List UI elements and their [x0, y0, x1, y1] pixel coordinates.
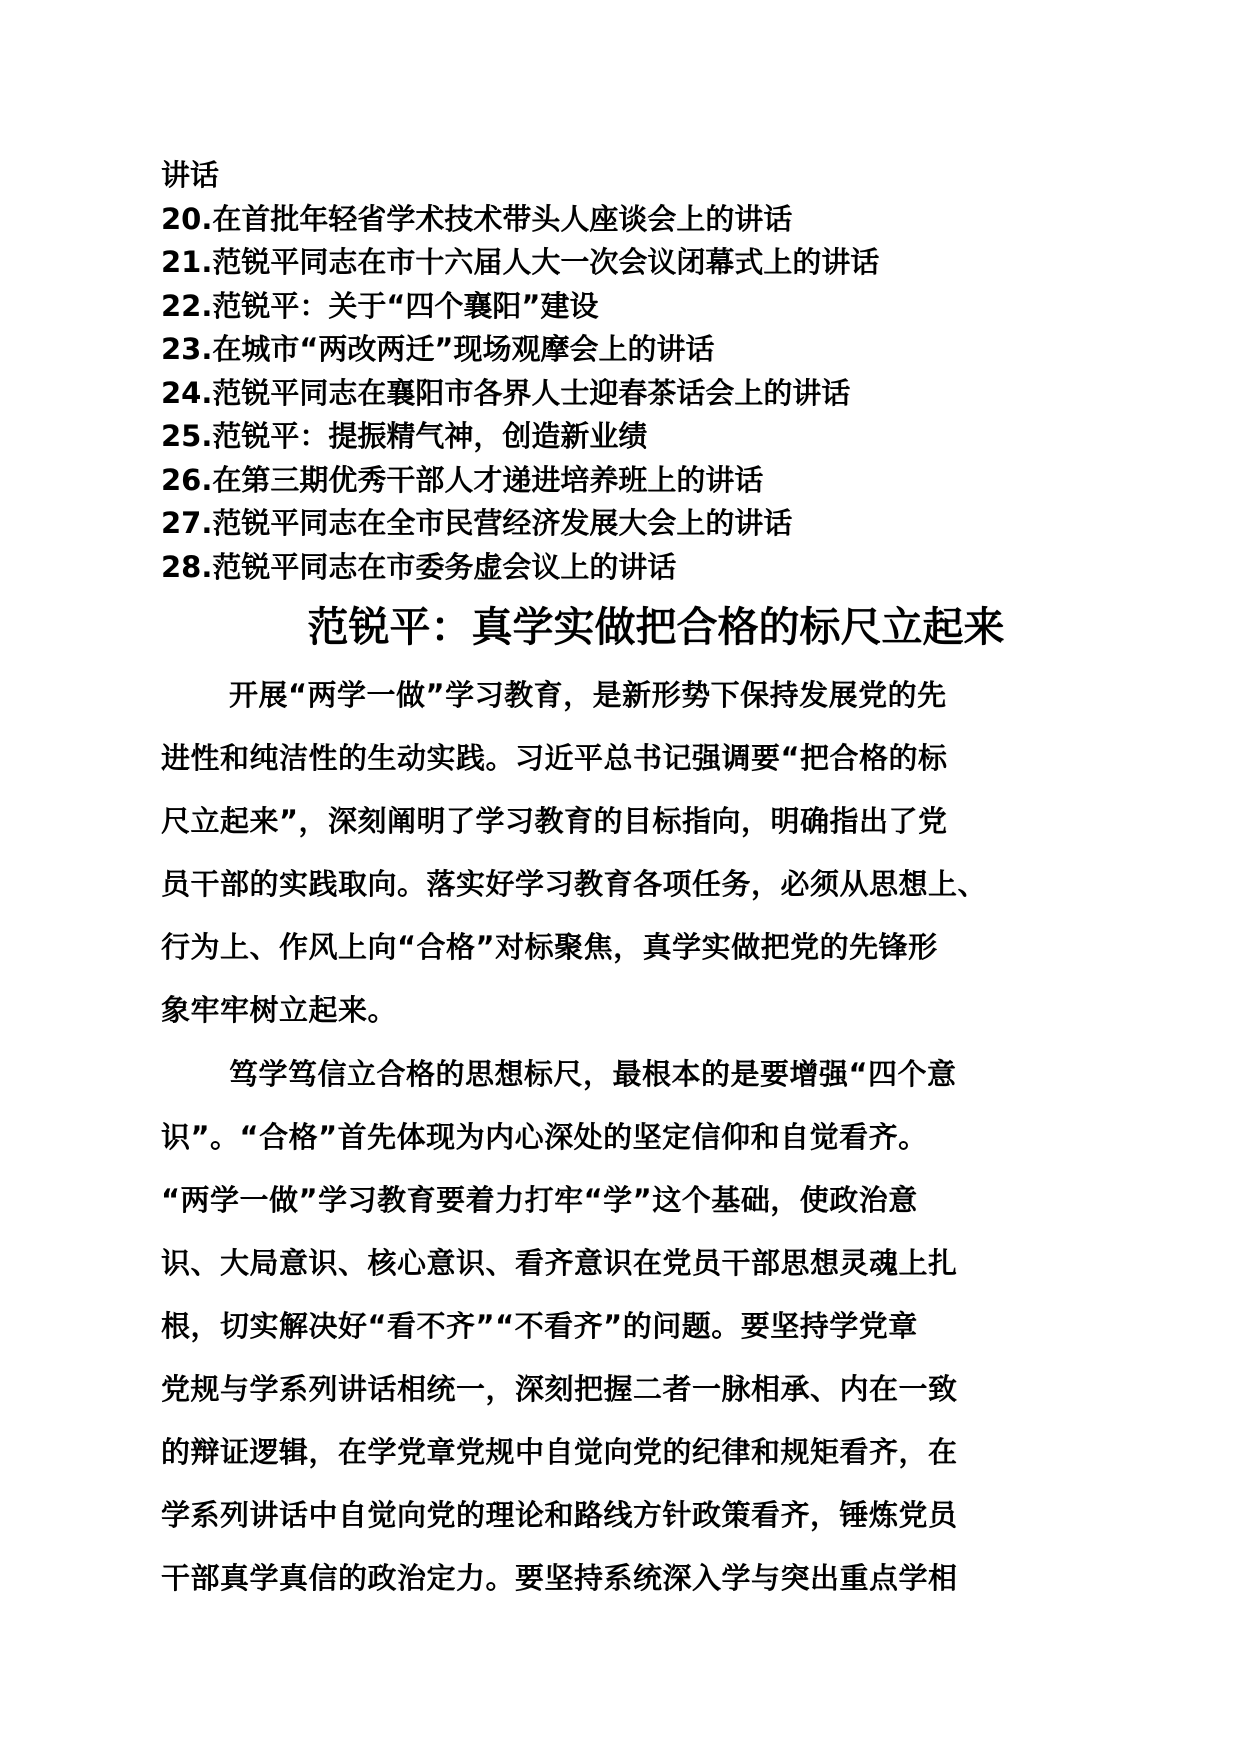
- paragraph-line: 干部真学真信的政治定力。要坚持系统深入学与突出重点学相: [161, 1561, 958, 1596]
- paragraph-line: 员干部的实践取向。落实好学习教育各项任务，必须从思想上、: [161, 867, 988, 902]
- toc-item: 21.范锐平同志在市十六届人大一次会议闭幕式上的讲话: [161, 245, 880, 279]
- article-body: [161, 664, 1081, 1610]
- table-of-contents: [161, 154, 1101, 589]
- paragraph-line: “两学一做”学习教育要着力打牢“学”这个基础，使政治意: [161, 1182, 918, 1217]
- toc-item: 23.在城市“两改两迁”现场观摩会上的讲话: [161, 332, 715, 366]
- paragraph: [161, 664, 1081, 1043]
- toc-item: 24.范锐平同志在襄阳市各界人士迎春茶话会上的讲话: [161, 375, 851, 410]
- toc-item: 25.范锐平：提振精气神，创造新业绩: [161, 419, 648, 453]
- toc-item: 28.范锐平同志在市委务虚会议上的讲话: [161, 549, 677, 584]
- paragraph-line: 党规与学系列讲话相统一，深刻把握二者一脉相承、内在一致: [161, 1372, 958, 1407]
- paragraph-line: 开展“两学一做”学习教育，是新形势下保持发展党的先: [229, 678, 947, 712]
- paragraph-line: 的辩证逻辑，在学党章党规中自觉向党的纪律和规矩看齐，在: [161, 1435, 958, 1470]
- paragraph-line: 象牢牢树立起来。: [161, 993, 398, 1028]
- paragraph-line: 行为上、作风上向“合格”对标聚焦，真学实做把党的先锋形: [161, 930, 938, 965]
- toc-item: 20.在首批年轻省学术技术带头人座谈会上的讲话: [161, 201, 793, 236]
- toc-item: 27.范锐平同志在全市民营经济发展大会上的讲话: [161, 506, 793, 540]
- paragraph-line: 进性和纯洁性的生动实践。习近平总书记强调要“把合格的标: [161, 741, 948, 776]
- paragraph-line: 学系列讲话中自觉向党的理论和路线方针政策看齐，锤炼党员: [161, 1498, 958, 1533]
- article-title: 范锐平：真学实做把合格的标尺立起来: [307, 603, 1005, 651]
- paragraph-line: 根，切实解决好“看不齐”“不看齐”的问题。要坚持学党章: [161, 1308, 918, 1343]
- paragraph: [161, 1043, 1081, 1611]
- toc-item: 26.在第三期优秀干部人才递进培养班上的讲话: [161, 462, 764, 497]
- paragraph-line: 尺立起来”，深刻阐明了学习教育的目标指向，明确指出了党: [161, 804, 948, 839]
- toc-item: 讲话: [161, 158, 220, 192]
- paragraph-line: 识、大局意识、核心意识、看齐意识在党员干部思想灵魂上扎: [161, 1245, 958, 1280]
- toc-item: 22.范锐平：关于“四个襄阳”建设: [161, 288, 599, 323]
- paragraph-line: 识”。“合格”首先体现为内心深处的坚定信仰和自觉看齐。: [161, 1119, 928, 1154]
- paragraph-line: 笃学笃信立合格的思想标尺，最根本的是要增强“四个意: [229, 1056, 957, 1091]
